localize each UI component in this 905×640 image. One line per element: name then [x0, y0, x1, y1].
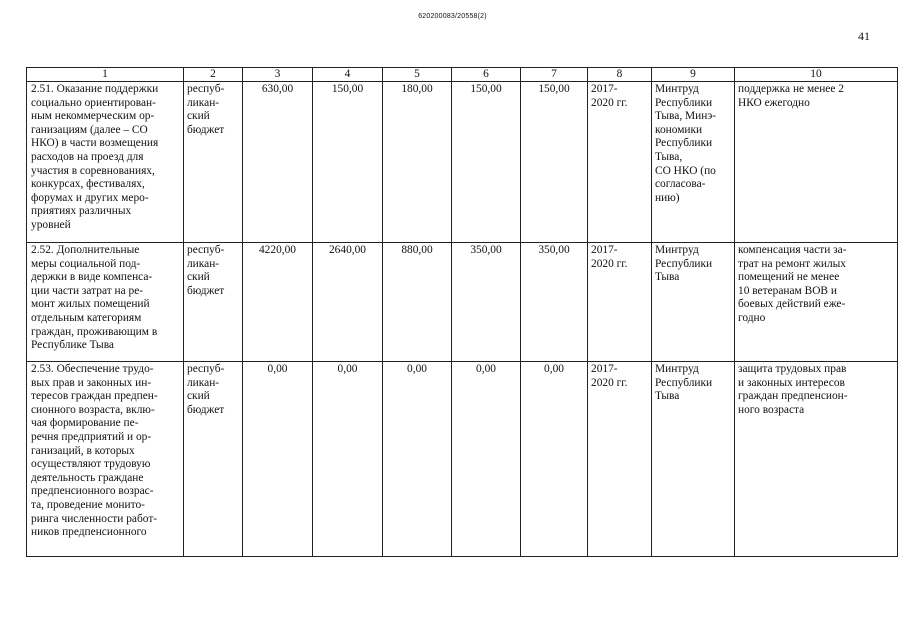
amount-year: 0,00 — [452, 362, 521, 557]
responsible-executors: Минтруд Республики Тыва — [652, 243, 735, 362]
expected-result: поддержка не менее 2 НКО ежегодно — [735, 82, 898, 243]
amount-year: 350,00 — [452, 243, 521, 362]
amount-year: 150,00 — [521, 82, 588, 243]
column-number: 8 — [588, 68, 652, 82]
page-number: 41 — [858, 29, 870, 43]
measures-table — [26, 67, 898, 557]
table-row — [27, 82, 898, 243]
amount-year: 180,00 — [383, 82, 452, 243]
column-number: 3 — [243, 68, 313, 82]
amount-year: 0,00 — [383, 362, 452, 557]
table-row — [27, 243, 898, 362]
amount-total: 0,00 — [243, 362, 313, 557]
column-number: 6 — [452, 68, 521, 82]
amount-year: 880,00 — [383, 243, 452, 362]
amount-year: 350,00 — [521, 243, 588, 362]
amount-year: 150,00 — [452, 82, 521, 243]
column-number: 7 — [521, 68, 588, 82]
implementation-period: 2017- 2020 гг. — [588, 243, 652, 362]
column-number: 1 — [27, 68, 184, 82]
amount-year: 0,00 — [521, 362, 588, 557]
responsible-executors: Минтруд Республики Тыва, Минэ- кономики Республики Тыва, СО НКО (по согласова- нию) — [652, 82, 735, 243]
implementation-period: 2017- 2020 гг. — [588, 362, 652, 557]
amount-total: 4220,00 — [243, 243, 313, 362]
funding-source: респуб- ликан- ский бюджет — [184, 243, 243, 362]
table-row — [27, 362, 898, 557]
measure-description: 2.52. Дополнительные меры социальной под- держки в виде компенса- ции части затрат на ре- монт жилых помещений отдельным категориям граждан, проживающим в Республике Тыва — [27, 243, 184, 362]
amount-year: 0,00 — [313, 362, 383, 557]
amount-year: 2640,00 — [313, 243, 383, 362]
column-number: 2 — [184, 68, 243, 82]
responsible-executors: Минтруд Республики Тыва — [652, 362, 735, 557]
column-number: 9 — [652, 68, 735, 82]
amount-year: 150,00 — [313, 82, 383, 243]
column-number: 10 — [735, 68, 898, 82]
column-number-header — [27, 68, 898, 82]
column-number: 4 — [313, 68, 383, 82]
expected-result: защита трудовых прав и законных интересов граждан предпенсион- ного возраста — [735, 362, 898, 557]
column-number: 5 — [383, 68, 452, 82]
measure-description: 2.53. Обеспечение трудо- вых прав и законных ин- тересов граждан предпен- сионного возраста, вклю- чая формирование пе- речня предприятий и ор- ганизаций, в которых осуществляют трудовую деятельность граждане предпенсионного возрас- та, проведение монито- ринга численности работ- ников предпенсионного — [27, 362, 184, 557]
funding-source: респуб- ликан- ский бюджет — [184, 82, 243, 243]
measure-description: 2.51. Оказание поддержки социально ориентирован- ным некоммерческим ор- ганизациям (далее – СО НКО) в части возмещения расходов на проезд для участия в соревнованиях, конкурсах, фестивалях, форумах и других меро- приятиях различных уровней — [27, 82, 184, 243]
document-id: 620200083/20558(2) — [418, 13, 487, 20]
implementation-period: 2017- 2020 гг. — [588, 82, 652, 243]
expected-result: компенсация части за- трат на ремонт жилых помещений не менее 10 ветеранам ВОВ и боевых действий еже- годно — [735, 243, 898, 362]
funding-source: респуб- ликан- ский бюджет — [184, 362, 243, 557]
amount-total: 630,00 — [243, 82, 313, 243]
